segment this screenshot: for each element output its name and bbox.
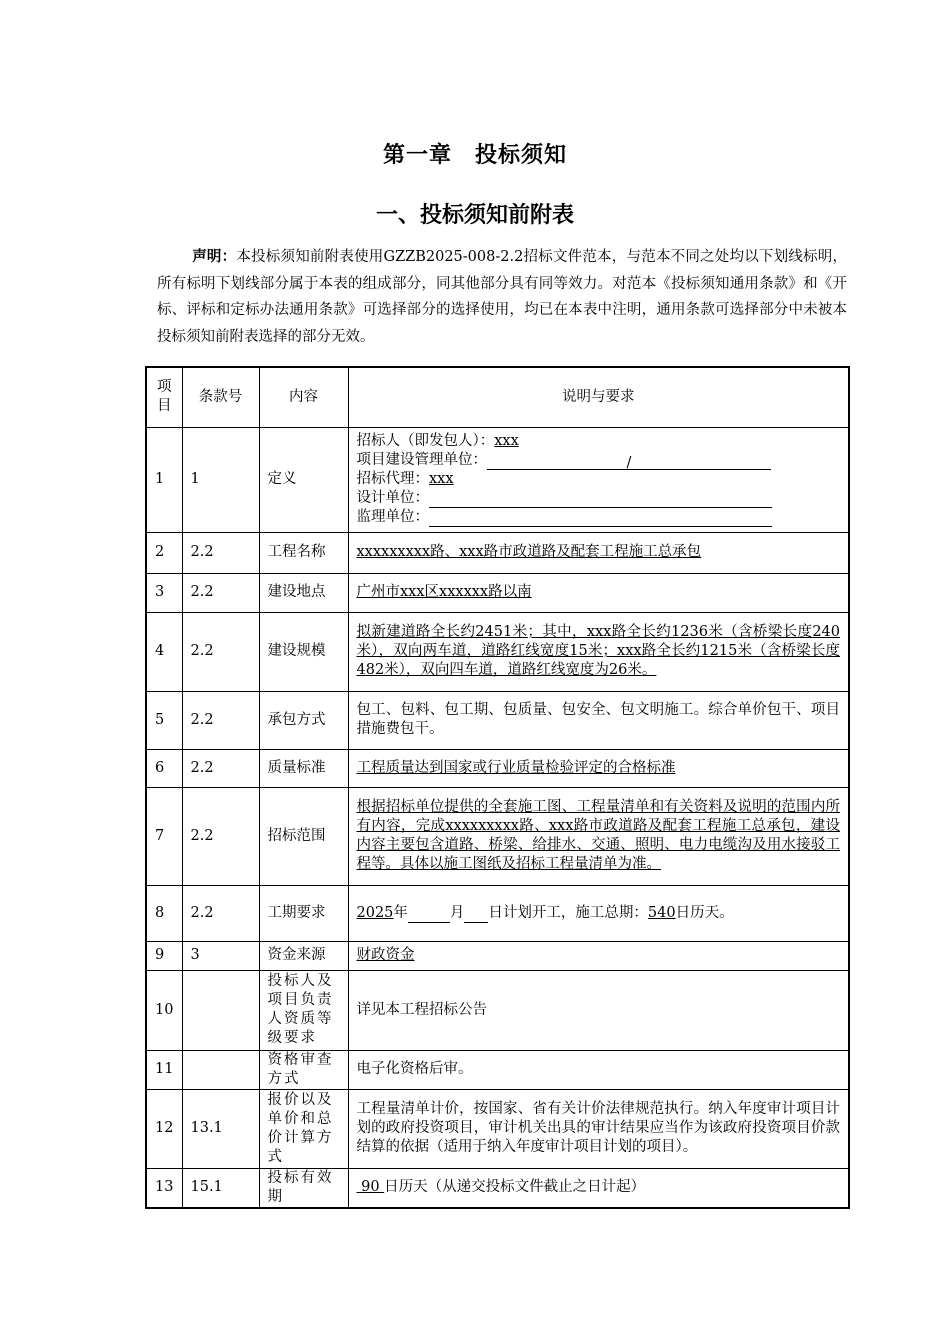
table-row xyxy=(146,1168,849,1208)
mgmt-value: / xyxy=(487,454,771,470)
table-row xyxy=(146,573,849,612)
row-item: 8 xyxy=(146,885,182,941)
tenderer-label: 招标人（即发包人）： xyxy=(356,433,495,449)
table-row xyxy=(146,1050,849,1089)
row-notes: 拟新建道路全长约2451米；其中，xxx路全长约1236米（含桥梁长度240米），双向两车道，道路红线宽度15米；xxx路全长约1215米（含桥梁长度482米），双向四车道，道路红线宽度为26米。 xyxy=(348,612,849,691)
schedule-text: 日历天。 xyxy=(675,904,734,921)
table-row xyxy=(146,691,849,749)
row-notes xyxy=(348,885,849,941)
row-clause xyxy=(182,1050,259,1089)
table-header-row xyxy=(146,367,849,427)
validity-days-value: 90 xyxy=(361,1179,380,1195)
row-content: 资格审查方式 xyxy=(259,1050,348,1089)
table-row xyxy=(146,941,849,970)
table-row xyxy=(146,970,849,1050)
design-label: 设计单位： xyxy=(356,490,429,506)
chapter-title: 第一章 投标须知 xyxy=(382,142,567,168)
row-content: 承包方式 xyxy=(259,691,348,749)
row-item: 3 xyxy=(146,573,182,612)
supervise-label: 监理单位： xyxy=(356,509,429,525)
row-content: 工程名称 xyxy=(259,532,348,573)
row-clause: 2.2 xyxy=(182,787,259,885)
row-item: 12 xyxy=(146,1089,182,1168)
declaration-label: 声明： xyxy=(192,248,237,265)
mgmt-label: 项目建设管理单位： xyxy=(356,452,487,468)
row-content: 质量标准 xyxy=(259,749,348,787)
row-item: 7 xyxy=(146,787,182,885)
header-content: 内容 xyxy=(259,367,348,427)
row-content: 投标人及项目负责人资质等级要求 xyxy=(259,970,348,1050)
agent-value: xxx xyxy=(429,471,454,487)
row-clause: 2.2 xyxy=(182,612,259,691)
table-row xyxy=(146,427,849,532)
row-notes: xxxxxxxxx路、xxx路市政道路及配套工程施工总承包 xyxy=(348,532,849,573)
row-content: 招标范围 xyxy=(259,787,348,885)
row-item: 5 xyxy=(146,691,182,749)
row-clause: 15.1 xyxy=(182,1168,259,1208)
row-notes: 根据招标单位提供的全套施工图、工程量清单和有关资料及说明的范围内所有内容，完成xxxxxxxxx路、xxx路市政道路及配套工程施工总承包，建设内容主要包含道路、桥梁、给排水、交通、照明、电力电缆沟及用水接驳工程等。具体以施工图纸及招标工程量清单为准。 xyxy=(348,787,849,885)
row-item: 10 xyxy=(146,970,182,1050)
row-notes: 详见本工程招标公告 xyxy=(348,970,849,1050)
row-notes: 财政资金 xyxy=(348,941,849,970)
row-content: 投标有效期 xyxy=(259,1168,348,1208)
row-clause: 2.2 xyxy=(182,573,259,612)
table-row xyxy=(146,885,849,941)
row-clause: 1 xyxy=(182,427,259,532)
row-item: 9 xyxy=(146,941,182,970)
row-clause: 2.2 xyxy=(182,532,259,573)
row-clause: 13.1 xyxy=(182,1089,259,1168)
row-content: 建设规模 xyxy=(259,612,348,691)
row-notes: 广州市xxx区xxxxxx路以南 xyxy=(348,573,849,612)
tender-notice-table xyxy=(145,366,850,1209)
declaration xyxy=(157,244,847,350)
row-item: 6 xyxy=(146,749,182,787)
row-notes: 电子化资格后审。 xyxy=(348,1050,849,1089)
row-notes: 工程量清单计价，按国家、省有关计价法律规范执行。纳入年度审计项目计划的政府投资项目，审计机关出具的审计结果应当作为该政府投资项目价款结算的依据（适用于纳入年度审计项目计划的项目）。 xyxy=(348,1089,849,1168)
design-blank xyxy=(429,492,772,508)
supervise-blank xyxy=(429,511,772,527)
schedule-year: 2025 xyxy=(356,904,394,921)
header-notes: 说明与要求 xyxy=(348,367,849,427)
schedule-month-blank xyxy=(408,907,450,923)
row-content: 工期要求 xyxy=(259,885,348,941)
header-clause: 条款号 xyxy=(182,367,259,427)
table-row xyxy=(146,1089,849,1168)
schedule-text: 年 xyxy=(393,904,408,921)
row-item: 1 xyxy=(146,427,182,532)
schedule-text: 日计划开工，施工总期： xyxy=(488,904,648,921)
row-clause: 2.2 xyxy=(182,885,259,941)
schedule-day-blank xyxy=(464,907,488,923)
row-item: 2 xyxy=(146,532,182,573)
section-title: 一、投标须知前附表 xyxy=(375,202,574,228)
row-notes: 包工、包料、包工期、包质量、包安全、包文明施工。综合单价包干、项目措施费包干。 xyxy=(348,691,849,749)
validity-days xyxy=(357,1179,385,1195)
table-row xyxy=(146,749,849,787)
row-content: 定义 xyxy=(259,427,348,532)
header-item: 项目 xyxy=(146,367,182,427)
row-item: 4 xyxy=(146,612,182,691)
row-item: 11 xyxy=(146,1050,182,1089)
row-content: 报价以及单价和总价计算方式 xyxy=(259,1089,348,1168)
row-clause: 2.2 xyxy=(182,691,259,749)
row-content: 建设地点 xyxy=(259,573,348,612)
declaration-text: 本投标须知前附表使用GZZB2025-008-2.2招标文件范本，与范本不同之处均以下划线标明，所有标明下划线部分属于本表的组成部分，同其他部分具有同等效力。对范本《投标须知通用条款》和《开标、评标和定标办法通用条款》可选择部分的选择使用，均已在本表中注明，通用条款可选择部分中未被本投标须知前附表选择的部分无效。 xyxy=(157,249,848,345)
table-row xyxy=(146,787,849,885)
row-clause: 2.2 xyxy=(182,749,259,787)
validity-text: 日历天（从递交投标文件截止之日计起） xyxy=(384,1179,646,1195)
table-row xyxy=(146,532,849,573)
schedule-days: 540 xyxy=(647,904,676,921)
row-content: 资金来源 xyxy=(259,941,348,970)
table-row xyxy=(146,612,849,691)
row-notes xyxy=(348,427,849,532)
row-notes: 工程质量达到国家或行业质量检验评定的合格标准 xyxy=(348,749,849,787)
row-item: 13 xyxy=(146,1168,182,1208)
row-clause xyxy=(182,970,259,1050)
schedule-text: 月 xyxy=(449,904,465,921)
row-notes xyxy=(348,1168,849,1208)
agent-label: 招标代理： xyxy=(356,471,429,487)
tenderer-value: xxx xyxy=(494,433,519,449)
row-clause: 3 xyxy=(182,941,259,970)
